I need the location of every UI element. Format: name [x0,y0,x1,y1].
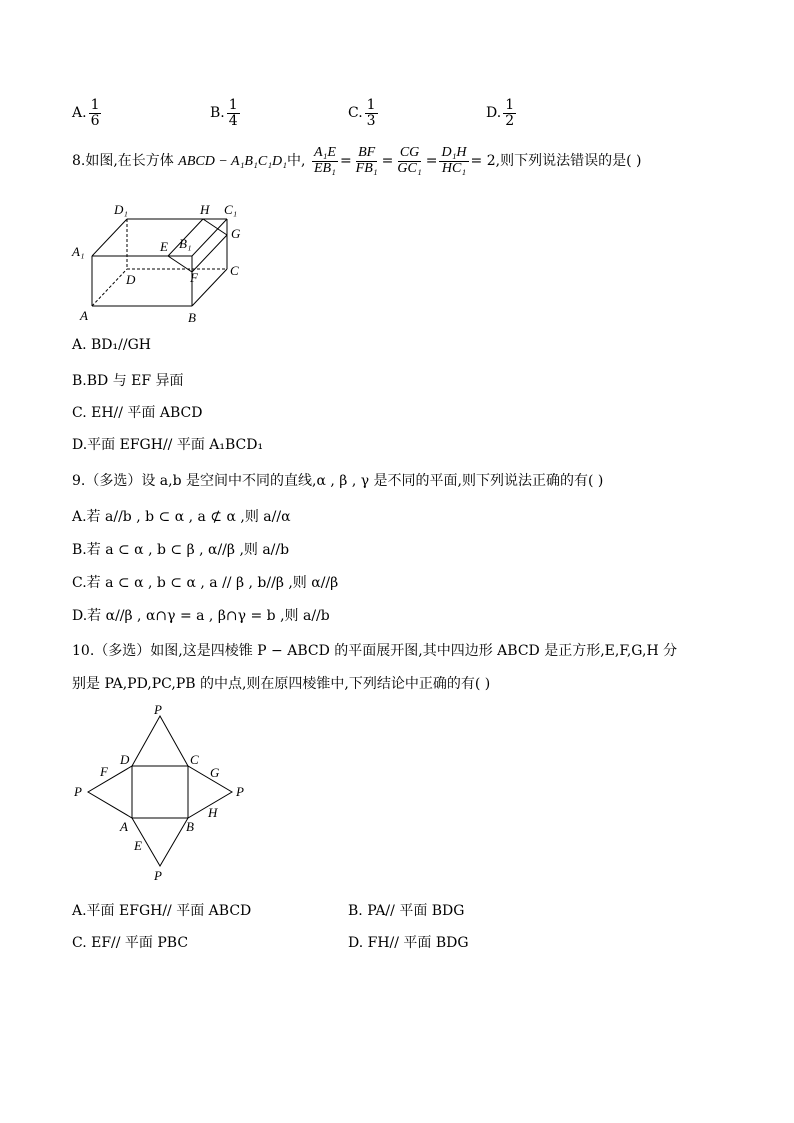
q8-option-c: C. EH// 平面 ABCD [72,405,203,421]
label-g: G [231,226,241,241]
q10-option-b: B. PA// 平面 BDG [348,903,465,919]
q8-frac-1: $\frac{\text{A₁E}}{\text{EB₁}}$ [313,145,336,176]
q7-option-b: B. $\frac{1}{4}$ [210,97,238,129]
q9-option-a: A.若 a//b , b ⊂ α , a ⊄ α ,则 a//α [72,509,291,525]
q8-option-a: A. BD₁//GH [72,337,151,353]
label-c1: C₁ [224,202,238,217]
q9-stem: 9.（多选）设 a,b 是空间中不同的直线,α , β , γ 是不同的平面,则下列说法正确的有( ) [72,473,604,489]
q9-option-d: D.若 α//β , α∩γ = a , β∩γ = b ,则 a//b [72,608,330,624]
label-p-right: P [236,784,244,799]
label-b1: B₁ [179,236,192,251]
label-p-left: P [74,784,82,799]
q9-option-b: B.若 a ⊂ α , b ⊂ β , α//β ,则 a//b [72,542,290,558]
label-a: A [120,819,128,834]
label-e: E [134,838,142,853]
label-c: C [190,752,199,767]
label-f: F [100,764,108,779]
label-p-bottom: P [154,868,162,883]
label-d1: D₁ [114,202,128,217]
q10-stem-line2: 别是 PA,PD,PC,PB 的中点,则在原四棱锥中,下列结论中正确的有( ) [72,676,491,692]
q8-option-d: D.平面 EFGH// 平面 A₁BCD₁ [72,437,264,453]
q7-option-a: A. $\frac{1}{6}$ [72,97,100,129]
q10-option-d: D. FH// 平面 BDG [348,935,469,951]
q7-option-c: C. $\frac{1}{3}$ [348,97,376,129]
q9-option-c: C.若 a ⊂ α , b ⊂ α , a // β , b//β ,则 α//β [72,575,339,591]
label-h: H [200,202,210,217]
label-g: G [210,765,220,780]
label-a: A [80,308,88,323]
q10-option-a: A.平面 EFGH// 平面 ABCD [72,903,252,919]
q8-frac-3: $\frac{CG}{\text{GC₁}}$ [397,145,422,176]
label-f: F [190,270,198,285]
label-b: B [188,310,196,325]
q10-stem-line1: 10.（多选）如图,这是四棱锥 P − ABCD 的平面展开图,其中四边形 ABCD 是正方形,E,F,G,H 分 [72,643,678,659]
label-d: D [120,752,130,767]
q8-stem: 8.如图,在长方体 ABCD − A₁B₁C₁D₁中, $\frac{\text{A₁E}}{\text{EB₁}}$ = $\frac{BF}{\text{FB₁}}$ = $\frac{CG}{\text{GC₁}}$ = $\frac{\text{D₁H}}{\text{HC₁}}$ = 2,则下列说法错误的是( ) [72,145,642,176]
q10-net-figure [70,700,260,885]
label-c: C [230,263,239,278]
q7-option-d: D. $\frac{1}{2}$ [486,97,515,129]
q8-cuboid-figure [66,198,256,328]
label-b: B [186,819,194,834]
label-p-top: P [154,702,162,717]
q8-option-b: B.BD 与 EF 异面 [72,373,184,389]
label-d: D [126,272,136,287]
label-e: E [160,239,168,254]
q8-frac-2: $\frac{BF}{\text{FB₁}}$ [355,145,378,176]
q8-frac-4: $\frac{\text{D₁H}}{\text{HC₁}}$ [441,145,467,176]
q10-option-c: C. EF// 平面 PBC [72,935,189,951]
label-h: H [208,805,218,820]
label-a1: A₁ [72,244,85,259]
